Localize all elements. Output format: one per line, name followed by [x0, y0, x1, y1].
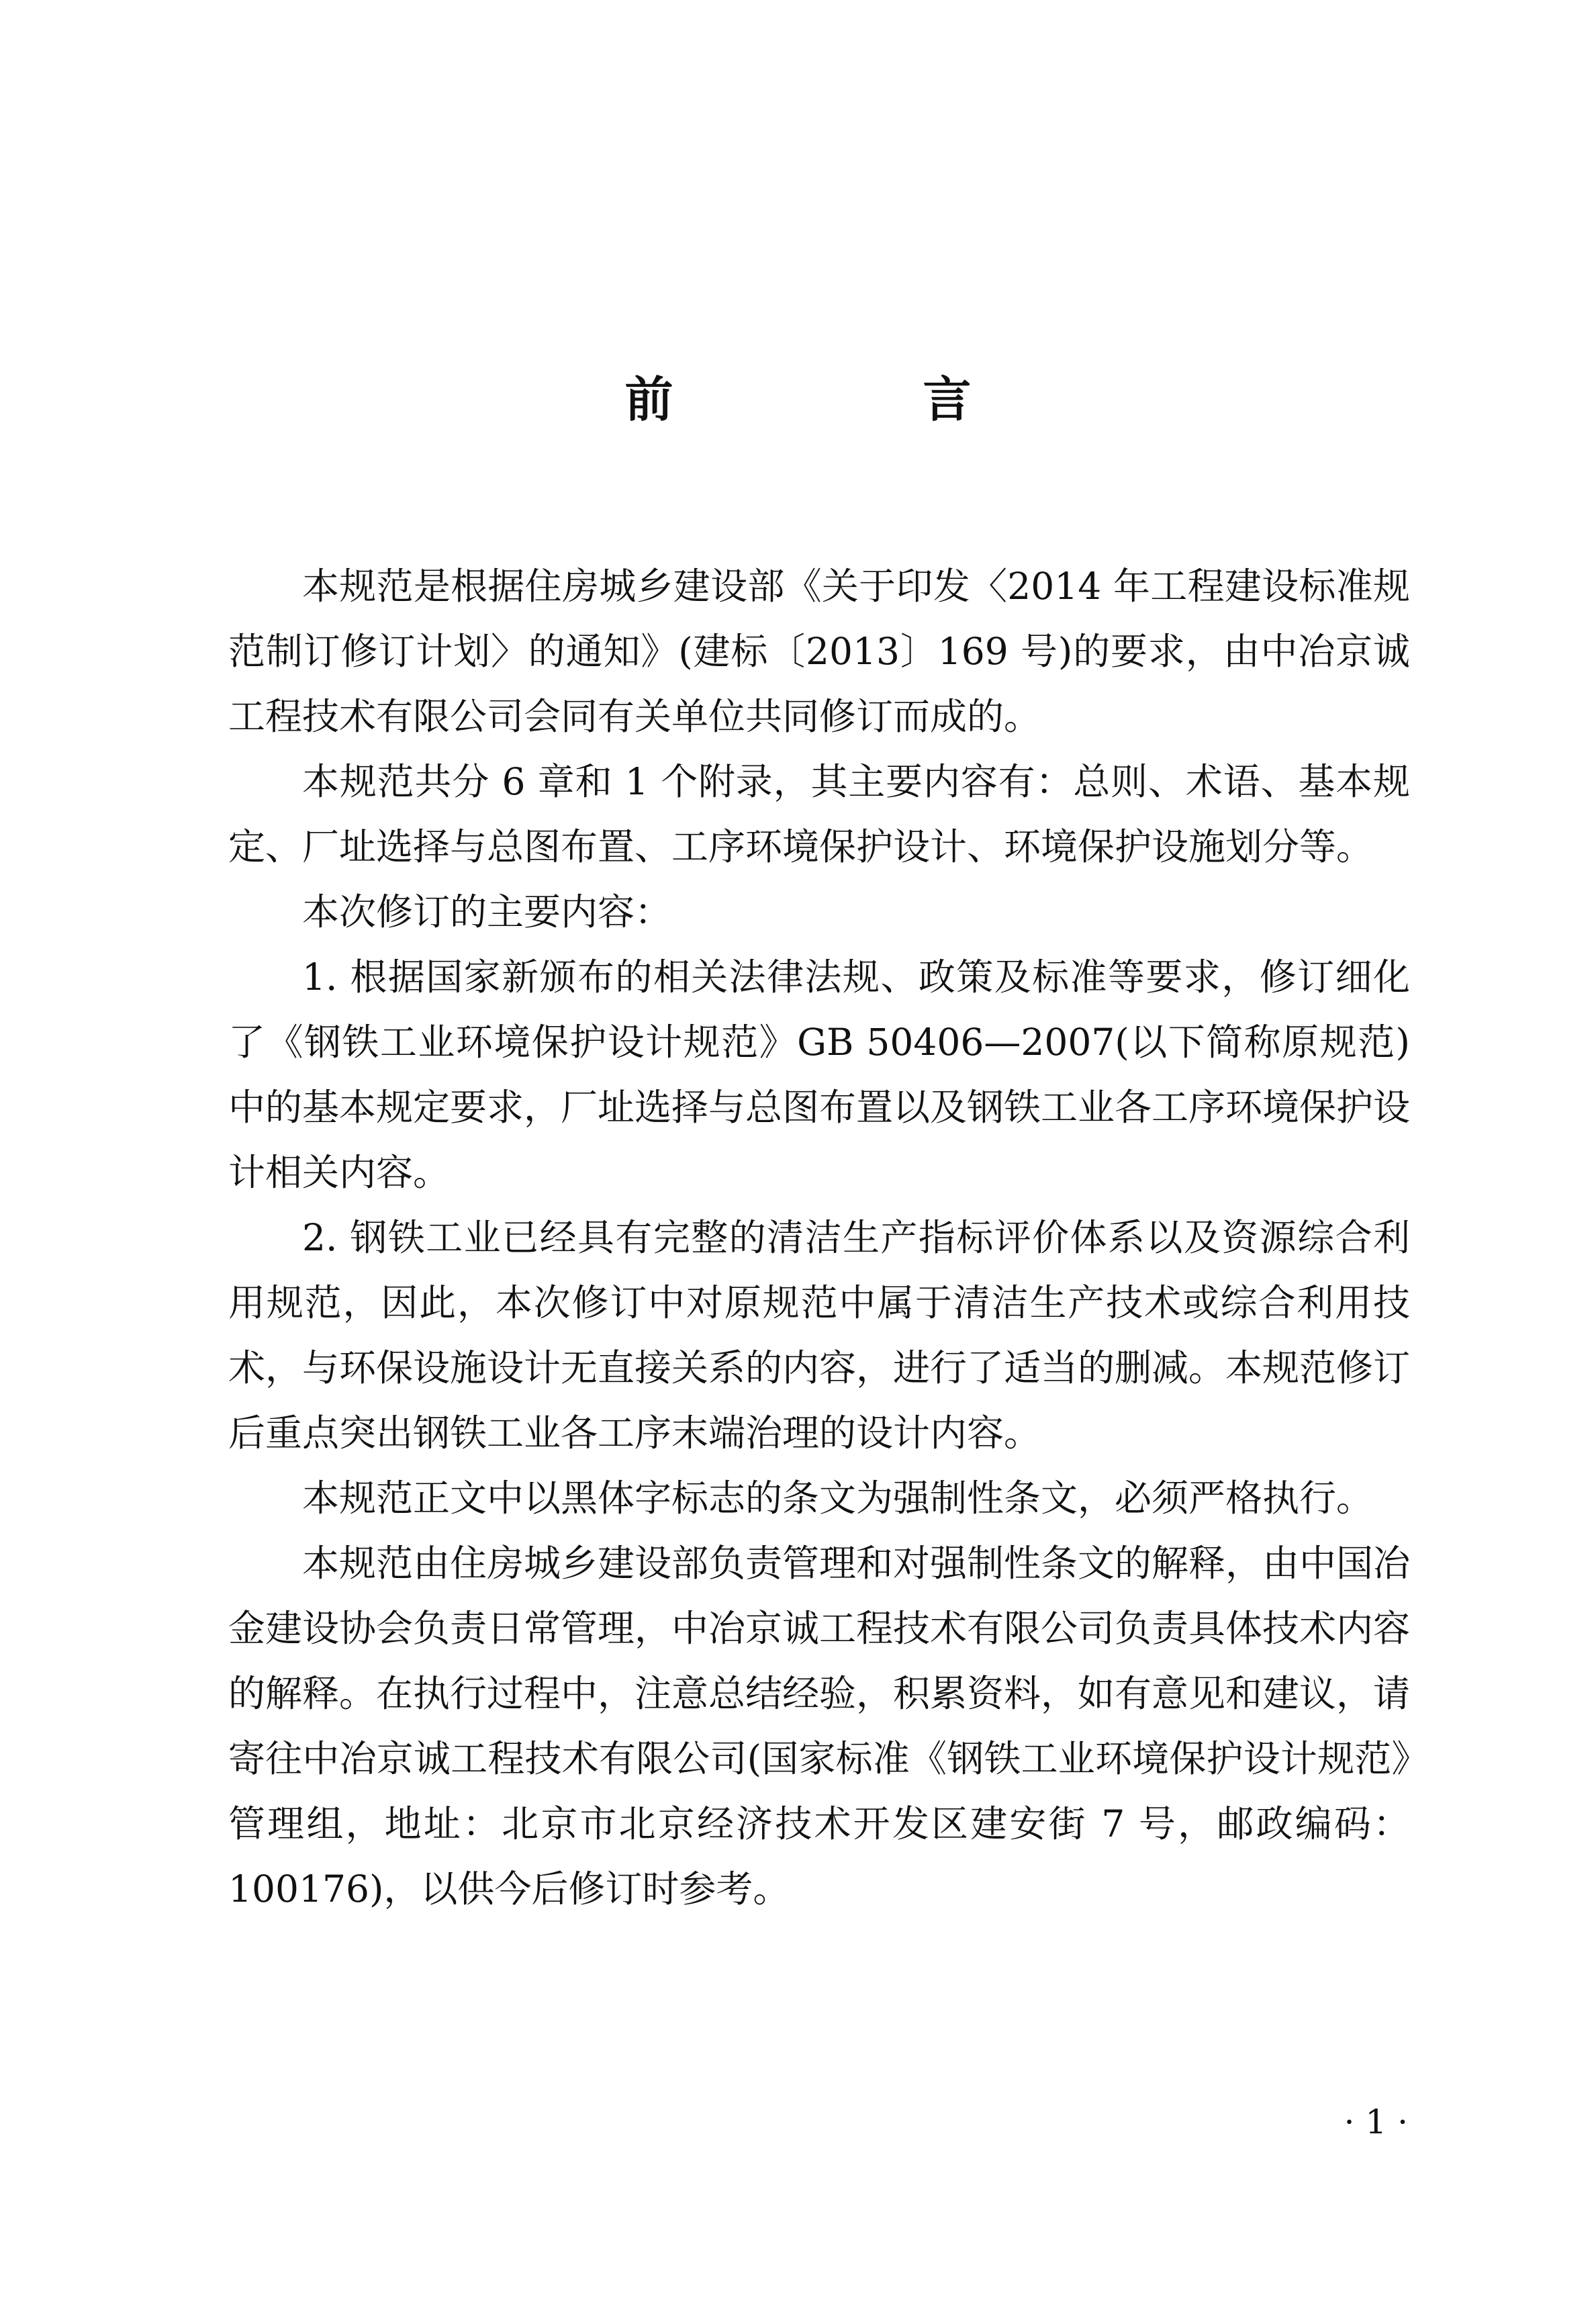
paragraph: 1. 根据国家新颁布的相关法律法规、政策及标准等要求，修订细化了《钢铁工业环境保护设计规范》GB 50406—2007(以下简称原规范)中的基本规定要求，厂址选择与总图布置以及钢铁工业各工序环境保护设计相关内容。	[228, 956, 1411, 1194]
paragraph: 本规范是根据住房城乡建设部《关于印发〈2014 年工程建设标准规范制订修订计划〉的通知》(建标〔2013〕169 号)的要求，由中冶京诚工程技术有限公司会同有关单位共同修订而成的。	[228, 565, 1410, 738]
page-number: · 1 ·	[1344, 2102, 1408, 2141]
paragraph: 本规范共分 6 章和 1 个附录，其主要内容有：总则、术语、基本规定、厂址选择与总图布置、工序环境保护设计、环境保护设施划分等。	[228, 760, 1410, 868]
body-text	[228, 554, 1410, 1922]
paragraph: 本次修订的主要内容：	[302, 890, 672, 933]
paragraph: 2. 钢铁工业已经具有完整的清洁生产指标评价体系以及资源综合利用规范，因此，本次修订中对原规范中属于清洁生产技术或综合利用技术，与环保设施设计无直接关系的内容，进行了适当的删减。本规范修订后重点突出钢铁工业各工序末端治理的设计内容。	[228, 1216, 1411, 1454]
page-title: 前 言	[624, 371, 1072, 428]
paragraph: 本规范由住房城乡建设部负责管理和对强制性条文的解释，由中国冶金建设协会负责日常管理，中冶京诚工程技术有限公司负责具体技术内容的解释。在执行过程中，注意总结经验，积累资料，如有意见和建议，请寄往中冶京诚工程技术有限公司(国家标准《钢铁工业环境保护设计规范》管理组，地址：北京市北京经济技术开发区建安街 7 号，邮政编码：100176)，以供今后修订时参考。	[228, 1542, 1411, 1910]
paragraph: 本规范正文中以黑体字标志的条文为强制性条文，必须严格执行。	[302, 1477, 1374, 1520]
